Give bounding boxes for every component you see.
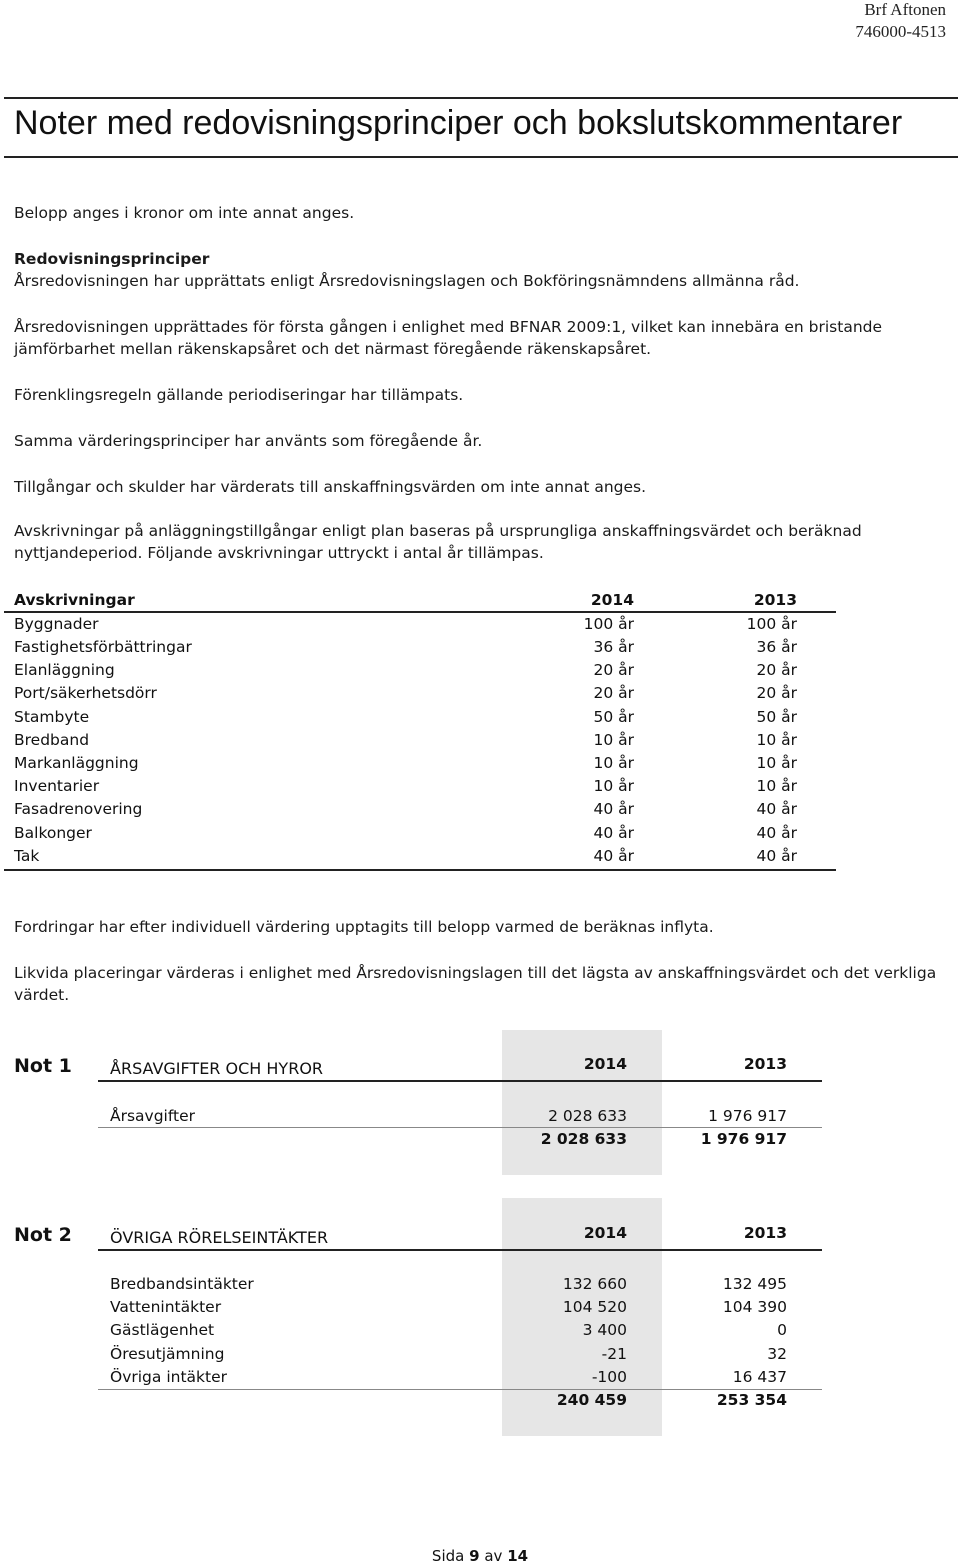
row-2014: 10 år [593,754,634,772]
note2-row-label: Vattenintäkter [110,1298,222,1316]
row-2013: 10 år [756,777,797,795]
note1-header-2014: 2014 [583,1055,627,1073]
row-label: Tak [14,847,40,865]
org-number: 746000-4513 [855,22,946,41]
note2-row-2013: 16 437 [732,1368,787,1386]
principles-p6-line1: Avskrivningar på anläggningstillgångar enligt plan baseras på ursprungliga anskaffningsvärdet och beräknad [14,522,862,540]
page-title: Noter med redovisningsprinciper och bokslutskommentarer [14,104,903,142]
principles-p6-line2: nyttjandeperiod. Följande avskrivningar uttryckt i antal år tillämpas. [14,544,544,562]
row-2013: 40 år [756,847,797,865]
note2-row-label: Öresutjämning [110,1345,225,1363]
table-row [14,731,836,754]
table-row [14,708,836,731]
page-footer [0,1547,960,1565]
footer-sida: Sida [431,1547,465,1565]
row-2014: 20 år [593,661,634,679]
note1-row-rule [98,1127,822,1128]
row-2014: 40 år [593,824,634,842]
principles-p2-line2: jämförbarhet mellan räkenskapsåret och det närmast föregående räkenskapsåret. [14,340,652,358]
row-label: Stambyte [14,708,90,726]
note1-row-label: Årsavgifter [110,1107,196,1125]
row-label: Fastighetsförbättringar [14,638,192,656]
note2-row-2014: -100 [591,1368,627,1386]
table-row [14,661,836,684]
row-label: Port/säkerhetsdörr [14,684,157,702]
row-2013: 10 år [756,754,797,772]
note2-row-2013: 132 495 [722,1275,787,1293]
row-label: Inventarier [14,777,100,795]
receivables-text: Fordringar har efter individuell värdering upptagits till belopp varmed de beräknas inflyta. [14,918,714,936]
row-2013: 20 år [756,684,797,702]
principles-p4: Samma värderingsprinciper har använts som föregående år. [14,432,483,450]
depreciation-bottom-rule [4,869,836,871]
table-row [14,824,836,847]
principles-p1: Årsredovisningen har upprättats enligt Årsredovisningslagen och Bokföringsnämndens allmänna råd. [14,272,800,290]
table-row [14,847,836,870]
footer-total: 14 [507,1547,529,1565]
note2-row-2013: 104 390 [722,1298,787,1316]
liquid-line1: Likvida placeringar värderas i enlighet med Årsredovisningslagen till det lägsta av anskaffningsvärdet och det verkliga [14,964,937,982]
note1-row-2013: 1 976 917 [708,1107,787,1125]
note1-row-2014: 2 028 633 [548,1107,627,1125]
note2-total-2013: 253 354 [716,1391,787,1409]
note2-header-2013: 2013 [743,1224,787,1242]
row-2013: 50 år [756,708,797,726]
note1-header-rule [98,1080,822,1082]
note2-row-label: Gästlägenhet [110,1321,215,1339]
row-2014: 20 år [593,684,634,702]
row-2014: 100 år [583,615,634,633]
row-2014: 36 år [593,638,634,656]
row-2013: 10 år [756,731,797,749]
row-2014: 50 år [593,708,634,726]
table-row [14,638,836,661]
note1-title: ÅRSAVGIFTER OCH HYROR [110,1059,324,1078]
depreciation-header-rule [4,611,836,613]
row-2013: 40 år [756,800,797,818]
note2-header-rule [98,1249,822,1251]
company-name: Brf Aftonen [864,0,946,19]
principles-p3: Förenklingsregeln gällande periodiseringar har tillämpats. [14,386,464,404]
depreciation-header-2013: 2013 [753,591,797,609]
intro-text: Belopp anges i kronor om inte annat anges. [14,204,355,222]
table-row [14,754,836,777]
row-2014: 40 år [593,847,634,865]
note2-header-2014: 2014 [583,1224,627,1242]
table-row [14,684,836,707]
note1-shade [502,1030,662,1175]
row-2013: 40 år [756,824,797,842]
note2-number: Not 2 [14,1224,72,1246]
note2-row-2014: 104 520 [562,1298,627,1316]
note2-row-2013: 0 [777,1321,787,1339]
note2-row-2014: -21 [601,1345,627,1363]
row-label: Bredband [14,731,90,749]
title-rule-bottom [4,156,958,158]
depreciation-header-2014: 2014 [590,591,634,609]
note2-total-2014: 240 459 [556,1391,627,1409]
depreciation-header-label: Avskrivningar [14,591,135,609]
table-row [14,777,836,800]
row-2013: 20 år [756,661,797,679]
row-2014: 10 år [593,777,634,795]
note2-row-rule [98,1389,822,1390]
row-2014: 40 år [593,800,634,818]
note2-row-2013: 32 [767,1345,787,1363]
note1-header-2013: 2013 [743,1055,787,1073]
principles-heading: Redovisningsprinciper [14,250,210,268]
row-label: Balkonger [14,824,92,842]
note1-total-2014: 2 028 633 [540,1130,627,1148]
note2-row-2014: 3 400 [582,1321,627,1339]
table-row [14,615,836,638]
note2-title: ÖVRIGA RÖRELSEINTÄKTER [110,1228,329,1247]
note1-total-2013: 1 976 917 [700,1130,787,1148]
principles-p2-line1: Årsredovisningen upprättades för första gången i enlighet med BFNAR 2009:1, vilket kan innebära en bristande [14,318,883,336]
note2-row-2014: 132 660 [562,1275,627,1293]
row-2013: 36 år [756,638,797,656]
table-row [14,800,836,823]
row-label: Markanläggning [14,754,139,772]
liquid-line2: värdet. [14,986,70,1004]
footer-page: 9 [469,1547,480,1565]
row-label: Fasadrenovering [14,800,143,818]
note2-row-label: Övriga intäkter [110,1368,227,1386]
note2-row-label: Bredbandsintäkter [110,1275,254,1293]
row-label: Elanläggning [14,661,115,679]
principles-p5: Tillgångar och skulder har värderats till anskaffningsvärden om inte annat anges. [14,478,647,496]
row-label: Byggnader [14,615,99,633]
row-2014: 10 år [593,731,634,749]
row-2013: 100 år [746,615,797,633]
footer-av: av [484,1547,503,1565]
title-rule-top [4,97,958,99]
note1-number: Not 1 [14,1055,72,1077]
